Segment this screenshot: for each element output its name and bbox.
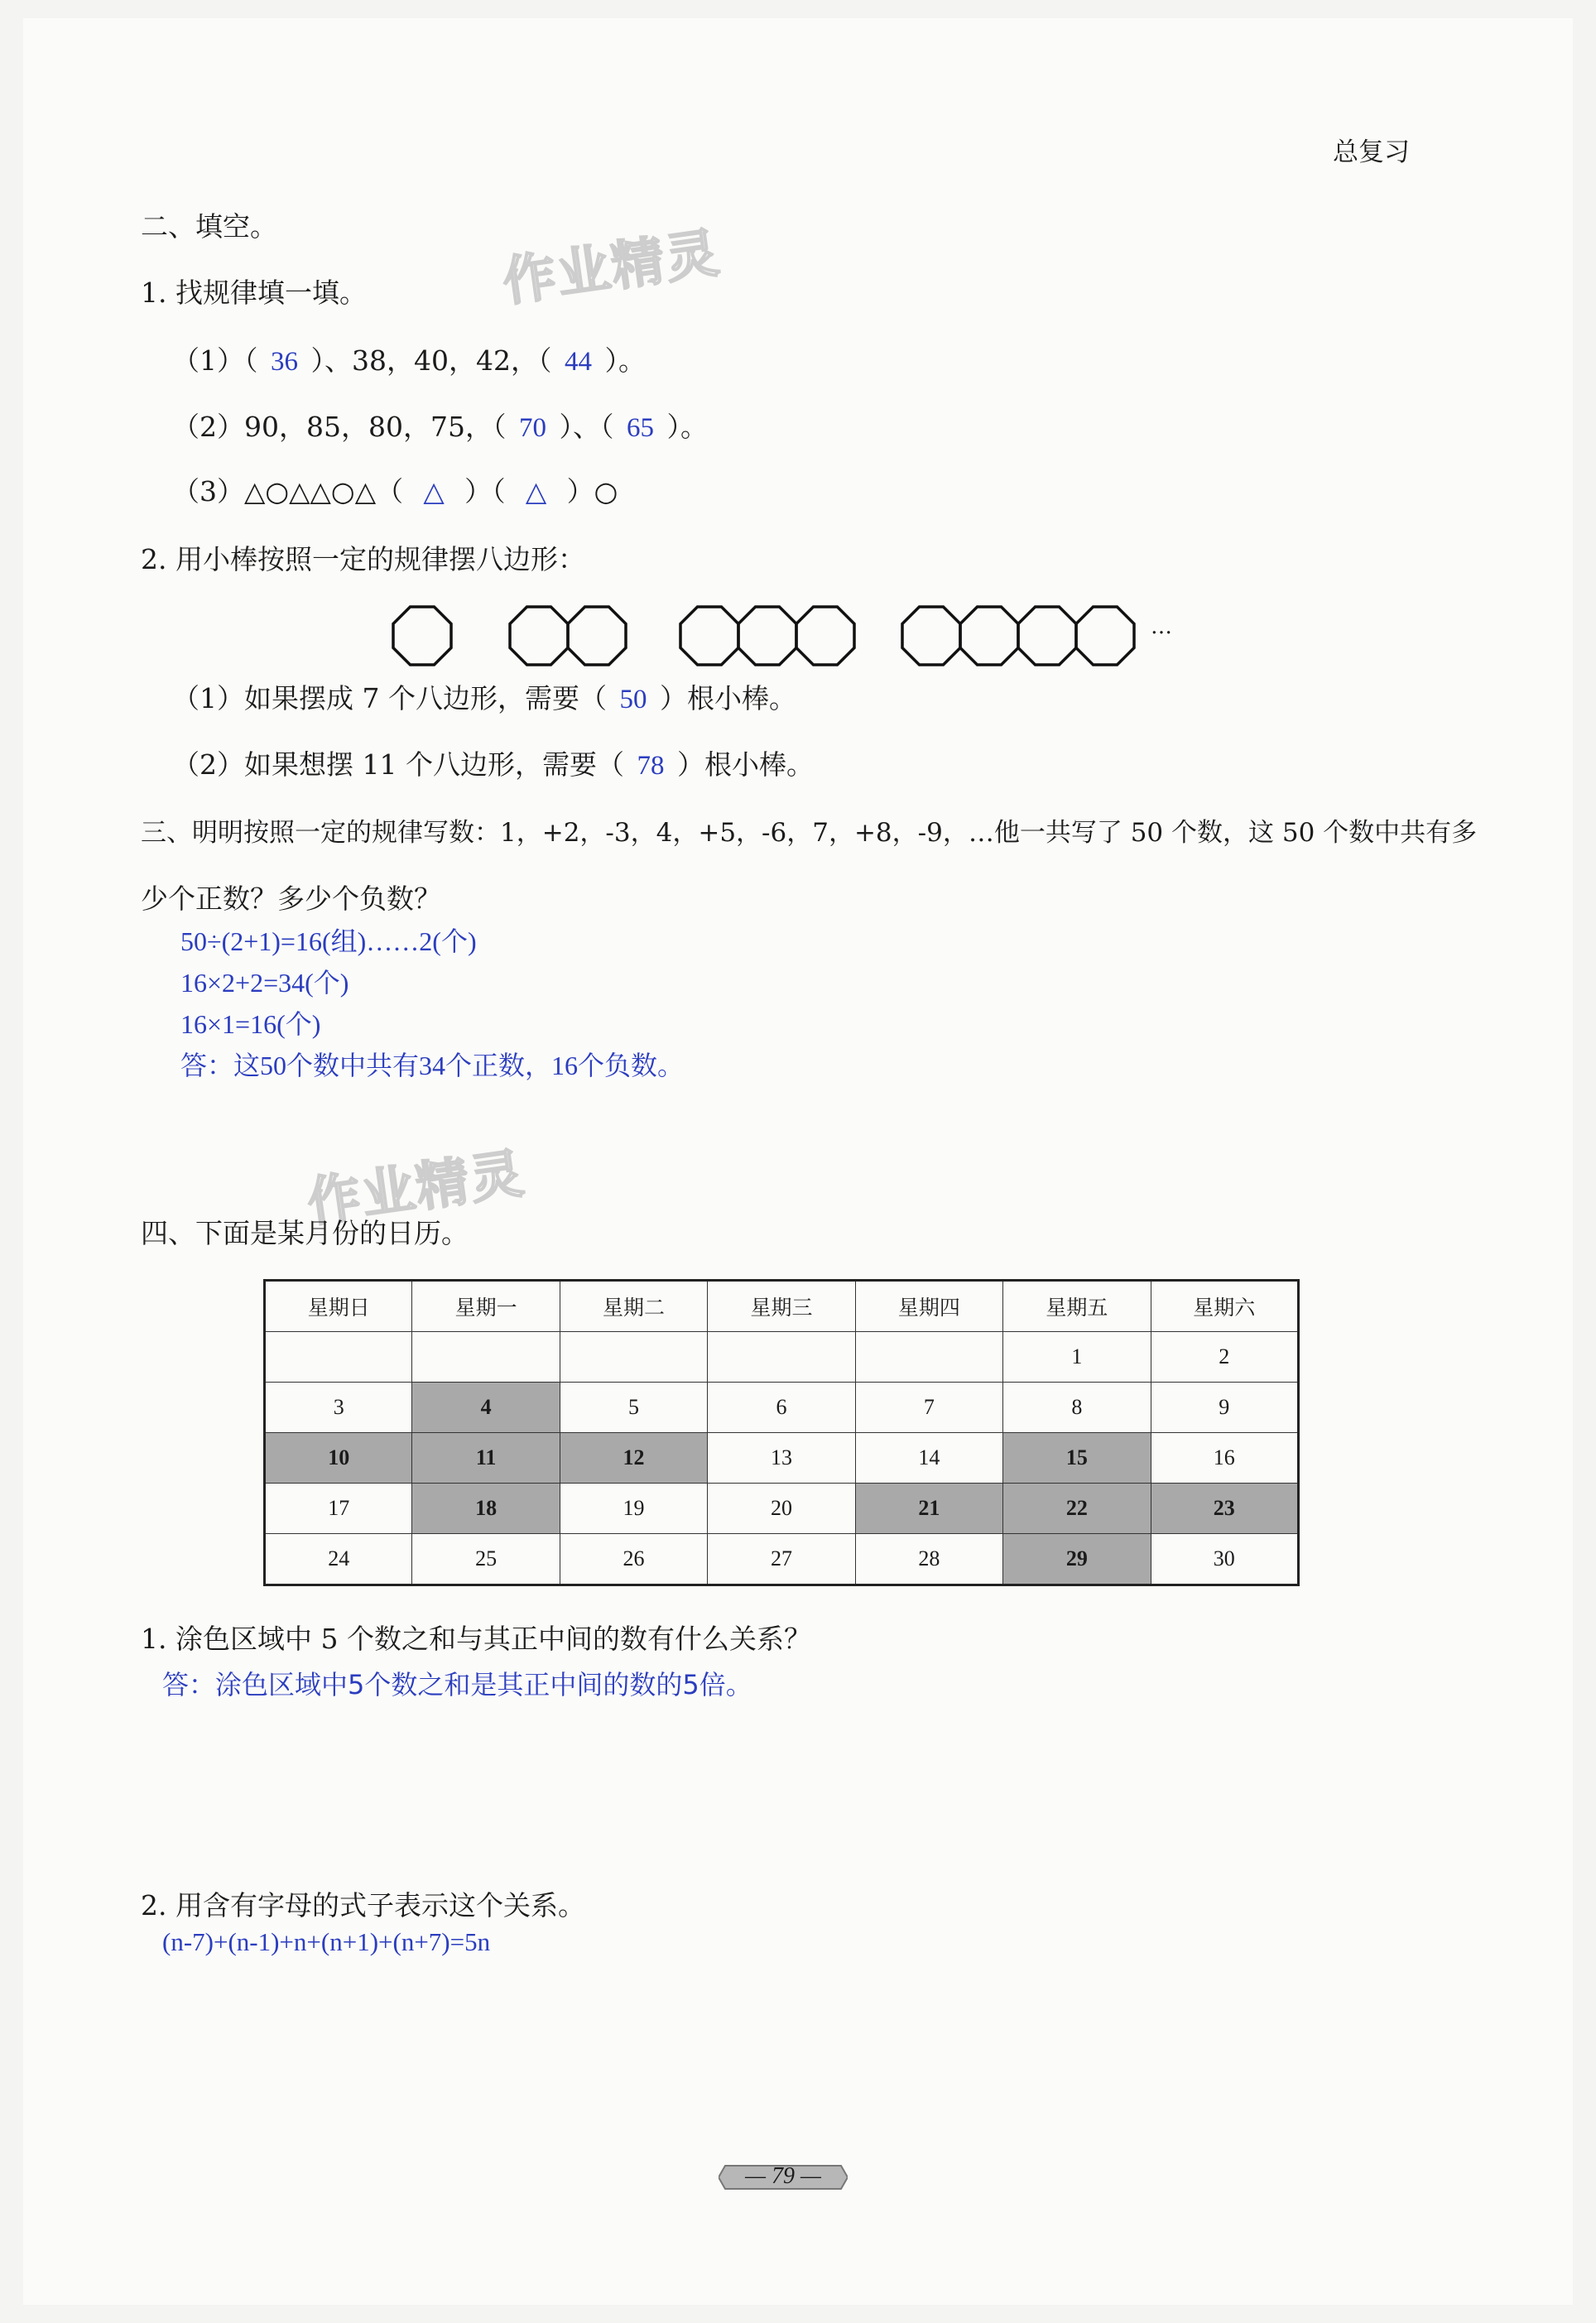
- calendar-cell: [265, 1332, 412, 1383]
- calendar-cell-shaded: 22: [1003, 1484, 1151, 1534]
- section-header: 总复习: [1333, 137, 1410, 167]
- section3-line2: 少个正数？多少个负数？: [141, 883, 441, 915]
- calendar-cell: 6: [708, 1383, 855, 1433]
- calendar-row: [265, 1383, 1299, 1433]
- section4-q1: 1. 涂色区域中 5 个数之和与其正中间的数有什么关系？: [141, 1623, 811, 1655]
- calendar-cell-shaded: 21: [855, 1484, 1002, 1534]
- answer: △: [525, 478, 547, 507]
- calendar-cell: 30: [1151, 1534, 1298, 1585]
- calendar-cell: 24: [265, 1534, 412, 1585]
- work-line: 50÷(2+1)=16(组)……2(个): [180, 926, 477, 956]
- watermark: 作业精灵: [498, 222, 724, 314]
- octagon-group-4: [902, 607, 1134, 665]
- q1-part3: （3）△○△△○△（ △ ）（ △ ）○: [172, 475, 618, 507]
- calendar-cell: 2: [1151, 1332, 1298, 1383]
- calendar-cell-shaded: 11: [412, 1433, 560, 1484]
- calendar-cell: 5: [560, 1383, 707, 1433]
- weekday-header: 星期日: [265, 1281, 412, 1332]
- calendar-cell: 9: [1151, 1383, 1298, 1433]
- weekday-header: 星期一: [412, 1281, 560, 1332]
- section3-line1: 三、明明按照一定的规律写数：1，+2，-3，4，+5，-6，7，+8，-9，…他一共写了 50 个数，这 50 个数中共有多: [141, 818, 1478, 848]
- page-number-badge: [719, 2161, 848, 2194]
- ellipsis: …: [1151, 614, 1172, 639]
- weekday-header: 星期三: [708, 1281, 855, 1332]
- q2-title: 2. 用小棒按照一定的规律摆八边形：: [141, 543, 585, 575]
- calendar-cell-shaded: 18: [412, 1484, 560, 1534]
- weekday-header: 星期二: [560, 1281, 707, 1332]
- calendar-row: [265, 1332, 1299, 1383]
- work-line: 16×2+2=34(个): [180, 968, 349, 998]
- calendar-cell: 13: [708, 1433, 855, 1484]
- q1-title: 1. 找规律填一填。: [141, 277, 367, 309]
- section4-a2: (n-7)+(n-1)+n+(n+1)+(n+7)=5n: [162, 1927, 491, 1956]
- q1-part1: （1）（ 36 ）、38，40，42，（ 44 ）。: [172, 344, 646, 377]
- answer: 50: [619, 685, 647, 714]
- q2-part1: （1）如果摆成 7 个八边形，需要（ 50 ）根小棒。: [172, 682, 796, 714]
- q2-part2: （2）如果想摆 11 个八边形，需要（ 78 ）根小棒。: [172, 748, 814, 781]
- calendar-cell: 8: [1003, 1383, 1151, 1433]
- answer: 36: [271, 347, 298, 377]
- answer: 70: [518, 413, 546, 443]
- calendar-cell: 19: [560, 1484, 707, 1534]
- calendar-cell: 20: [708, 1484, 855, 1534]
- octagon-pattern-figure: [381, 598, 1175, 672]
- calendar-cell: 3: [265, 1383, 412, 1433]
- octagon-group-3: [680, 607, 854, 665]
- octagon-group-1: [393, 607, 451, 665]
- calendar-row: [265, 1534, 1299, 1585]
- work-line: 16×1=16(个): [180, 1009, 321, 1039]
- calendar-cell: 26: [560, 1534, 707, 1585]
- calendar-cell-shaded: 10: [265, 1433, 412, 1484]
- calendar-cell: 25: [412, 1534, 560, 1585]
- answer: △: [423, 478, 445, 507]
- calendar-cell-shaded: 12: [560, 1433, 707, 1484]
- calendar-cell: 17: [265, 1484, 412, 1534]
- calendar-cell-shaded: 15: [1003, 1433, 1151, 1484]
- answer: 78: [637, 751, 665, 781]
- weekday-header: 星期六: [1151, 1281, 1298, 1332]
- calendar-cell: 7: [855, 1383, 1002, 1433]
- answer: 44: [564, 347, 592, 377]
- octagon-group-2: [510, 607, 626, 665]
- calendar-cell: 28: [855, 1534, 1002, 1585]
- weekday-header: 星期四: [855, 1281, 1002, 1332]
- page-number: — 79 —: [745, 2163, 821, 2189]
- calendar-cell: [708, 1332, 855, 1383]
- calendar-cell-shaded: 4: [412, 1383, 560, 1433]
- calendar-cell: 14: [855, 1433, 1002, 1484]
- weekday-header: 星期五: [1003, 1281, 1151, 1332]
- section2-title: 二、填空。: [141, 210, 277, 243]
- section4-title: 四、下面是某月份的日历。: [141, 1217, 469, 1249]
- calendar-cell: 1: [1003, 1332, 1151, 1383]
- watermark: 作业精灵: [303, 1142, 529, 1234]
- answer: 65: [626, 413, 654, 443]
- calendar-row: [265, 1433, 1299, 1484]
- calendar-cell: [855, 1332, 1002, 1383]
- section4-q2: 2. 用含有字母的式子表示这个关系。: [141, 1889, 585, 1921]
- calendar-row: [265, 1484, 1299, 1534]
- calendar-header-row: [265, 1281, 1299, 1332]
- q1-part2: （2）90，85，80，75，（ 70 ）、（ 65 ）。: [172, 411, 708, 443]
- calendar-cell: 27: [708, 1534, 855, 1585]
- calendar-cell: 16: [1151, 1433, 1298, 1484]
- calendar-cell-shaded: 29: [1003, 1534, 1151, 1585]
- calendar-cell: [560, 1332, 707, 1383]
- calendar-cell-shaded: 23: [1151, 1484, 1298, 1534]
- section4-a1: 答：涂色区域中5个数之和是其正中间的数的5倍。: [162, 1669, 752, 1700]
- work-answer: 答：这50个数中共有34个正数，16个负数。: [180, 1051, 685, 1080]
- calendar-cell: [412, 1332, 560, 1383]
- calendar-table: [263, 1279, 1300, 1586]
